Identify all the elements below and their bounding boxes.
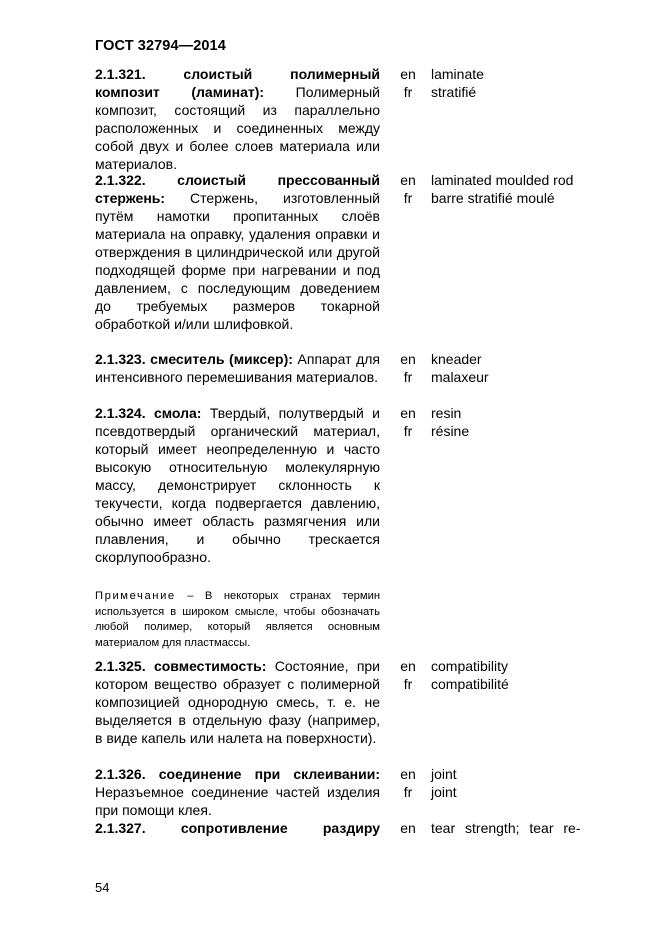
definition-text: Состояние, при котором вещество образует с полимерной композицией однородную смесь, т. е. не выделяется в отдельную фазу (например, в виде капель или налета на поверхности). xyxy=(95,658,381,746)
term-definition xyxy=(95,350,380,386)
equivalent-term: malaxeur xyxy=(431,369,489,385)
term-name: 2.1.327. сопротивление раздиру xyxy=(95,820,380,836)
equivalent-term: joint xyxy=(431,784,457,800)
term-name: 2.1.323. смеситель (миксер): xyxy=(95,351,293,367)
note xyxy=(95,589,380,651)
term-definition xyxy=(95,765,380,819)
lang-code: en xyxy=(400,66,416,82)
definition-text: Полимерный композит, состоящий из параллельно расположенных и соединенных между собой двух и более слоев материала или материалов. xyxy=(95,84,380,172)
note-text: – В некоторых странах термин используется в широком смысле, чтобы обозначать любой полимер, который является основным материалом для пластмассы. xyxy=(95,590,380,649)
page-number: 54 xyxy=(95,880,110,895)
lang-code: fr xyxy=(403,784,413,800)
term-definition xyxy=(95,171,380,333)
lang-code: fr xyxy=(403,676,413,692)
term-name: 2.1.322. слоистый прессованный стержень: xyxy=(95,172,380,206)
lang-code: en xyxy=(400,820,416,836)
lang-code: en xyxy=(400,405,416,421)
equivalent-term: kneader xyxy=(431,351,482,367)
lang-code: en xyxy=(400,351,416,367)
note-label: Примечание xyxy=(95,590,176,602)
lang-code: en xyxy=(400,766,416,782)
equivalent-term: tear strength; tear re- xyxy=(431,820,581,836)
lang-code: en xyxy=(400,658,416,674)
term-definition xyxy=(95,819,380,837)
lang-code: fr xyxy=(403,423,413,439)
equivalent-term: stratifié xyxy=(431,84,477,100)
equivalent-term: resin xyxy=(431,405,462,421)
term-name: 2.1.326. соединение при склеивании: xyxy=(95,766,380,782)
lang-code: fr xyxy=(403,84,413,100)
definition-text: Стержень, изготовленный путём намотки пропитанных слоёв материала на оправку, удаления оправки и отверждения в цилиндрической или другой подходящей форме при нагревании и под давлением, с последующим доведением до требуемых размеров токарной обработкой и/или шлифовкой. xyxy=(95,190,380,332)
equivalent-term: résine xyxy=(431,423,470,439)
equivalent-term: joint xyxy=(431,766,457,782)
equivalent-term: compatibilité xyxy=(431,676,509,692)
term-definition xyxy=(95,657,380,747)
term-name: 2.1.325. совместимость: xyxy=(95,658,267,674)
equivalent-term: compatibility xyxy=(431,658,509,674)
definition-text: Неразъемное соединение частей изделия при помощи клея. xyxy=(95,784,380,818)
lang-code: fr xyxy=(403,190,413,206)
lang-code: en xyxy=(400,172,416,188)
definition-text: Твердый, полутвердый и псевдотвердый органический материал, который имеет неопределенную и часто высокую относительную молекулярную массу, демонстрирует склонность к текучести, когда подвергается давлению, обычно имеет область размягчения или плавления, и обычно трескается скорлупообразно. xyxy=(95,405,380,565)
document-header: ГОСТ 32794—2014 xyxy=(95,38,226,54)
term-definition xyxy=(95,404,380,566)
equivalent-term: laminated moulded rod xyxy=(431,172,574,188)
term-definition xyxy=(95,65,380,173)
equivalent-term: laminate xyxy=(431,66,484,82)
lang-code: fr xyxy=(403,369,413,385)
definition-text: Аппарат для интенсивного перемешивания материалов. xyxy=(95,351,380,385)
equivalent-term: barre stratifié moulé xyxy=(431,190,555,206)
term-name: 2.1.321. слоистый полимерный композит (ламинат): xyxy=(95,66,380,100)
term-name: 2.1.324. смола: xyxy=(95,405,202,421)
